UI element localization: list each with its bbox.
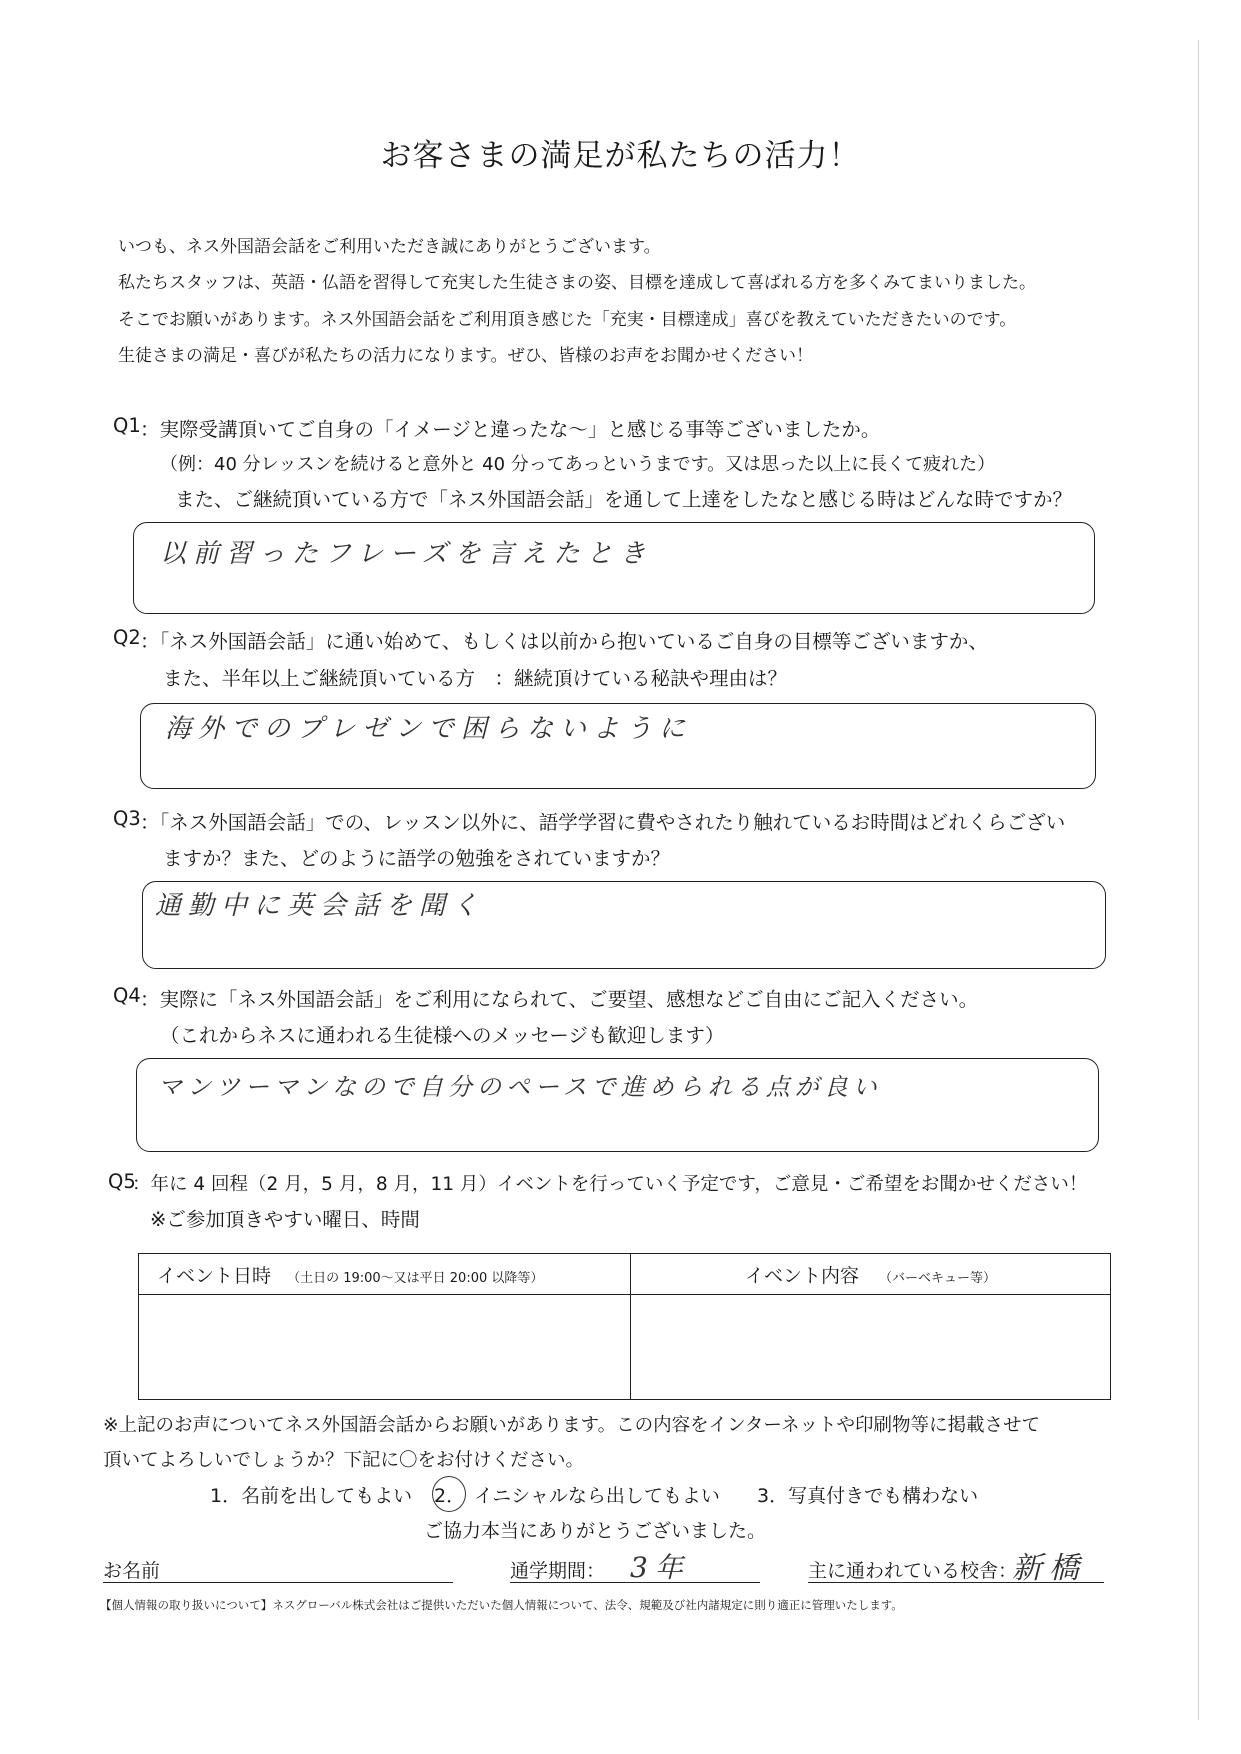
consent-line-1: ※上記のお声についてネス外国語会話からお願いがあります。この内容をインターネットや印刷物等に掲載させて	[103, 1415, 1040, 1436]
event-datetime-header	[139, 1254, 631, 1295]
name-label: お名前	[103, 1560, 161, 1582]
consent-option-2-number[interactable]: 2．	[434, 1485, 466, 1507]
q1-question-2: また、ご継続頂いている方で「ネス外国語会話」を通して上達をしたなと感じる時はどんな時ですか？	[175, 488, 1073, 511]
q5-question: ：年に 4 回程（2 月，5 月，8 月，11 月）イベントを行っていく予定です，ご意見・ご希望をお聞かせください！	[132, 1174, 1088, 1195]
period-label: 通学期間：	[510, 1560, 606, 1582]
intro-line-2: 私たちスタッフは、英語・仏語を習得して充実した生徒さまの姿、目標を達成して喜ばれる方を多くみてまいりました。	[118, 273, 1036, 293]
q1-answer: 以前習ったフレーズを言えたとき	[160, 539, 653, 569]
intro-line-1: いつも、ネス外国語会話をご利用いただき誠にありがとうございます。	[118, 237, 661, 257]
q1-number: Q1	[113, 414, 141, 437]
q4-number: Q4	[113, 984, 141, 1007]
privacy-note: 【個人情報の取り扱いについて】ネスグローバル株式会社はご提供いただいた個人情報について、法令、規範及び社内諸規定に則り適正に管理いたします。	[100, 1598, 903, 1612]
q3-question: ：「ネス外国語会話」での、レッスン以外に、語学学習に費やされたり触れているお時間はどれくらござい	[140, 811, 1066, 834]
q1-example: （例：40 分レッスンを続けると意外と 40 分ってあっというまです。又は思った以上に長くて疲れた）	[160, 454, 996, 475]
q2-answer: 海外でのプレゼンで困らないように	[165, 714, 692, 744]
intro-line-4: 生徒さまの満足・喜びが私たちの活力になります。ぜひ、皆様のお声をお聞かせください！	[118, 346, 813, 366]
q5-question-2: ※ご参加頂きやすい曜日、時間	[150, 1208, 420, 1231]
school-label: 主に通われている校舎：	[808, 1560, 1018, 1582]
scan-edge-line	[1198, 40, 1199, 1720]
thanks-message: ご協力本当にありがとうございました。	[424, 1520, 767, 1542]
q1-question: ：実際受講頂いてご自身の「イメージと違ったな～」と感じる事等ございましたか。	[140, 418, 881, 441]
event-content-header	[631, 1254, 1111, 1295]
event-datetime-note: （土日の 19:00～又は平日 20:00 以降等）	[287, 1270, 544, 1286]
consent-option-1[interactable]: 1．名前を出してもよい	[210, 1485, 413, 1507]
event-content-cell[interactable]	[631, 1295, 1111, 1400]
intro-line-3: そこでお願いがあります。ネス外国語会話をご利用頂き感じた「充実・目標達成」喜びを教えていただきたいのです。	[118, 310, 1017, 330]
q4-question: ：実際に「ネス外国語会話」をご利用になられて、ご要望、感想などご自由にご記入ください。	[140, 988, 979, 1011]
selected-circle-mark	[432, 1476, 466, 1512]
school-underline[interactable]	[808, 1582, 1104, 1583]
event-datetime-label: イベント日時	[157, 1264, 272, 1287]
school-value: 新橋	[1012, 1551, 1086, 1586]
q2-question: ：「ネス外国語会話」に通い始めて、もしくは以前から抱いているご自身の目標等ございますか、	[140, 630, 988, 653]
q3-answer: 通勤中に英会話を聞く	[155, 891, 486, 921]
q3-question-2: ますか？また、どのように語学の勉強をされていますか？	[163, 847, 671, 870]
event-content-label: イベント内容	[744, 1264, 859, 1287]
page-title: お客さまの満足が私たちの活力！	[380, 138, 861, 174]
q3-number: Q3	[113, 807, 141, 830]
period-underline[interactable]	[510, 1582, 760, 1583]
q4-question-2: （これからネスに通われる生徒様へのメッセージも歓迎します）	[160, 1024, 725, 1047]
event-content-note: （バーベキュー等）	[879, 1270, 997, 1286]
period-value: 3年	[630, 1551, 690, 1584]
q4-answer: マンツーマンなので自分のペースで進められる点が良い	[158, 1073, 882, 1101]
q2-question-2: また、半年以上ご継続頂いている方 ：継続頂けている秘訣や理由は？	[163, 667, 788, 690]
consent-option-2[interactable]: イニシャルなら出してもよい	[474, 1485, 720, 1507]
q5-number: Q5	[108, 1170, 136, 1193]
event-datetime-cell[interactable]	[139, 1295, 631, 1400]
q2-number: Q2	[113, 626, 141, 649]
consent-line-2: 頂いてよろしいでしょうか？下記に〇をお付けください。	[103, 1450, 585, 1471]
name-underline[interactable]	[103, 1582, 453, 1583]
event-table	[138, 1253, 1111, 1400]
consent-option-3[interactable]: 3．写真付きでも構わない	[757, 1485, 979, 1507]
